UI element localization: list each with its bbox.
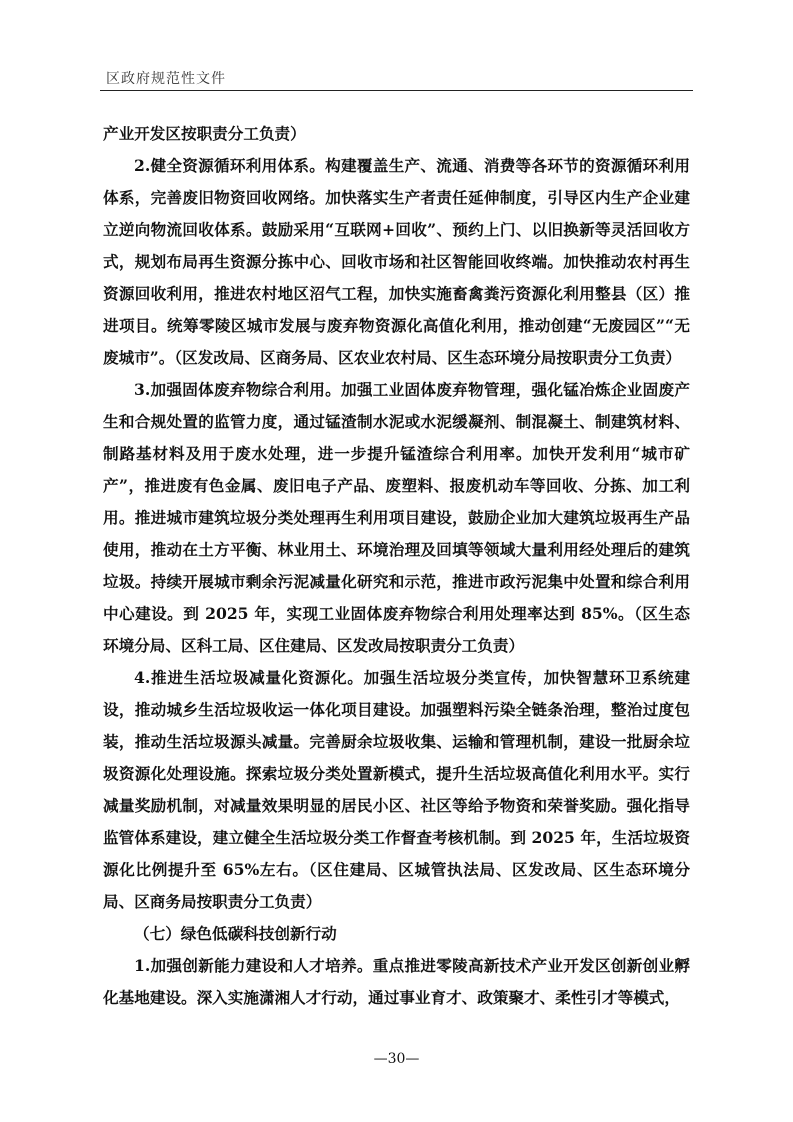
page-number: —30—	[373, 1051, 420, 1067]
paragraph-innovation: 1.加强创新能力建设和人才培养。重点推进零陵高新技术产业开发区创新创业孵化基地建设。深入实施潇湘人才行动，通过事业育才、政策聚才、柔性引才等模式，	[103, 956, 690, 1007]
paragraph-resource-recycling: 2.健全资源循环利用体系。构建覆盖生产、流通、消费等各环节的资源循环利用体系，完善废旧物资回收网络。加快落实生产者责任延伸制度，引导区内生产企业建立逆向物流回收体系。鼓励采用“互联网+回收”、预约上门、以旧换新等灵活回收方式，规划布局再生资源分拣中心、回收市场和社区智能回收终端。加快推动农村再生资源回收利用，推进农村地区沼气工程，加快实施畜禽粪污资源化利用整县（区）推进项目。统筹零陵区城市发展与废弃物资源化高值化利用，推动创建“无废园区”“无废城市”。（区发改局、区商务局、区农业农村局、区生态环境分局按职责分工负责）	[103, 156, 690, 367]
header-divider	[100, 90, 693, 91]
running-header: 区政府规范性文件	[106, 71, 226, 87]
paragraph-household-waste: 4.推进生活垃圾减量化资源化。加强生活垃圾分类宣传，加快智慧环卫系统建设，推动城乡生活垃圾收运一体化项目建设。加强塑料污染全链条治理，整治过度包装，推动生活垃圾源头减量。完善厨余垃圾收集、运输和管理机制，建设一批厨余垃圾资源化处理设施。探索垃圾分类处置新模式，提升生活垃圾高值化利用水平。实行减量奖励机制，对减量效果明显的居民小区、社区等给予物资和荣誉奖励。强化指导监管体系建设，建立健全生活垃圾分类工作督查考核机制。到 2025 年，生活垃圾资源化比例提升至 65%左右。（区住建局、区城管执法局、区发改局、区生态环境分局、区商务局按职责分工负责）	[103, 668, 690, 911]
section-heading-7: （七）绿色低碳科技创新行动	[134, 924, 337, 943]
body-content	[103, 118, 690, 1014]
paragraph-continuation: 产业开发区按职责分工负责）	[103, 124, 306, 143]
paragraph-solid-waste: 3.加强固体废弃物综合利用。加强工业固体废弃物管理，强化锰冶炼企业固废产生和合规处置的监管力度，通过锰渣制水泥或水泥缓凝剂、制混凝土、制建筑材料、制路基材料及用于废水处理，进一步提升锰渣综合利用率。加快开发利用“城市矿产”，推进废有色金属、废旧电子产品、废塑料、报废机动车等回收、分拣、加工利用。推进城市建筑垃圾分类处理再生利用项目建设，鼓励企业加大建筑垃圾再生产品使用，推动在土方平衡、林业用土、环境治理及回填等领域大量利用经处理后的建筑垃圾。持续开展城市剩余污泥减量化研究和示范，推进市政污泥集中处置和综合利用中心建设。到 2025 年，实现工业固体废弃物综合利用处理率达到 85%。（区生态环境分局、区科工局、区住建局、区发改局按职责分工负责）	[103, 380, 690, 655]
